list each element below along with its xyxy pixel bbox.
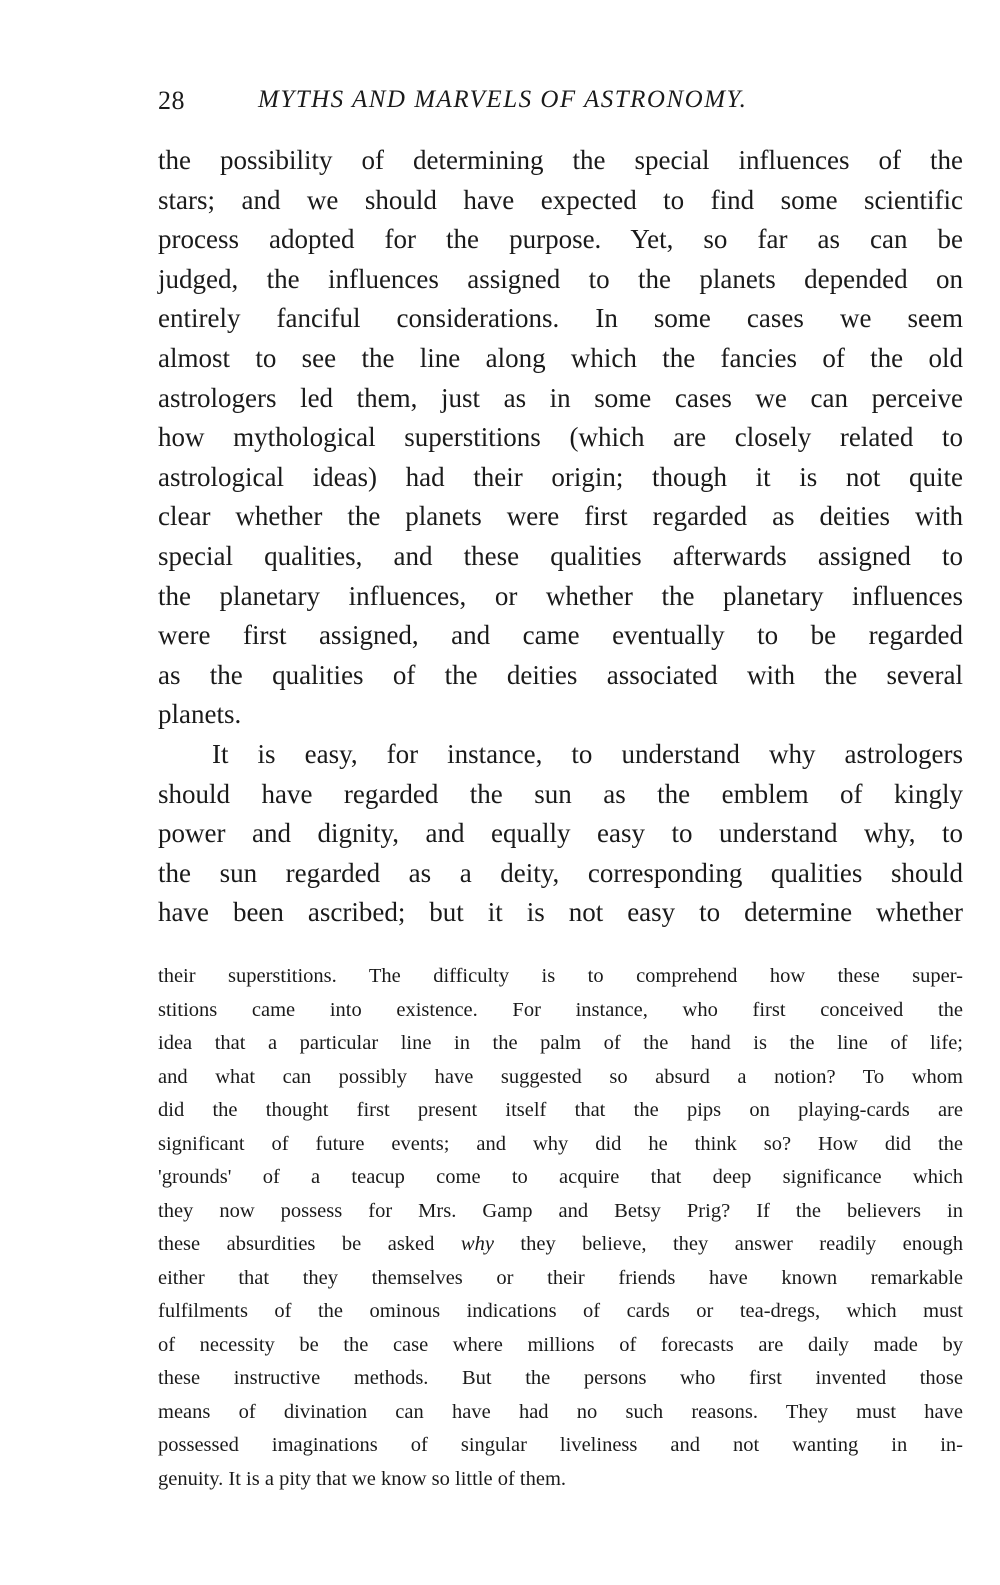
footnote-line: genuity. It is a pity that we know so little of them. [158,1467,567,1490]
footnote-line: they now possess for Mrs. Gamp and Betsy Prig? If the believers in [158,1199,963,1222]
footnote-line: either that they themselves or their friends have known remarkable [158,1266,963,1289]
text-line: entirely fanciful considerations. In some cases we seem [158,303,963,334]
text-line: planets. [158,699,242,730]
footnote-line: 'grounds' of a teacup come to acquire that deep significance which [158,1166,963,1188]
running-title: MYTHS AND MARVELS OF ASTRONOMY. [258,86,748,113]
footnote [158,960,963,1496]
footnote-line: stitions came into existence. For instance, who first conceived the [158,998,963,1021]
page-number: 28 [158,86,185,115]
footnote-line: means of divination can have had no such reasons. They must have [158,1400,963,1423]
footnote-line-with-italic [158,1228,963,1262]
footnote-line: possessed imaginations of singular liveliness and not wanting in in- [158,1434,963,1456]
text-line: judged, the influences assigned to the planets depended on [158,263,963,294]
footnote-line: significant of future events; and why did he think so? How did the [158,1132,963,1155]
footnote-line: their superstitions. The difficulty is to comprehend how these super- [158,965,963,987]
text-line: almost to see the line along which the fancies of the old [158,342,963,373]
text-line: the planetary influences, or whether the planetary influences [158,580,963,611]
text-line: were first assigned, and came eventually to be regarded [158,620,963,651]
footnote-line: these instructive methods. But the persons who first invented those [158,1367,963,1389]
page-header [158,86,963,126]
text-line: as the qualities of the deities associated with the several [158,659,963,690]
footnote-line: did the thought first present itself that the pips on playing-cards are [158,1099,963,1121]
text-line: the sun regarded as a deity, corresponding qualities should [158,857,963,888]
main-text [158,141,963,933]
footnote-segment: these absurdities be asked [158,1233,435,1255]
text-line: should have regarded the sun as the emblem of kingly [158,778,963,809]
text-line: astrological ideas) had their origin; though it is not quite [158,461,963,492]
footnote-segment: they believe, they answer readily enough [520,1233,964,1255]
text-line: astrologers led them, just as in some cases we can perceive [158,382,963,413]
text-line: It is easy, for instance, to understand why astrologers [212,738,963,769]
text-line: stars; and we should have expected to find some scientific [158,184,963,215]
footnote-line: idea that a particular line in the palm of the hand is the line of life; [158,1032,963,1054]
text-line: how mythological superstitions (which are closely related to [158,422,963,453]
text-line: have been ascribed; but it is not easy to determine whether [158,897,963,928]
text-line: power and dignity, and equally easy to understand why, to [158,818,963,849]
footnote-line: fulfilments of the ominous indications of cards or tea-dregs, which must [158,1300,963,1322]
italic-word: why [460,1233,494,1255]
text-line: process adopted for the purpose. Yet, so far as can be [158,224,963,255]
text-line: the possibility of determining the special influences of the [158,145,963,175]
footnote-line: of necessity be the case where millions of forecasts are daily made by [158,1333,963,1356]
text-line: special qualities, and these qualities afterwards assigned to [158,540,963,571]
footnote-line: and what can possibly have suggested so absurd a notion? To whom [158,1065,963,1088]
text-line: clear whether the planets were first regarded as deities with [158,501,963,532]
